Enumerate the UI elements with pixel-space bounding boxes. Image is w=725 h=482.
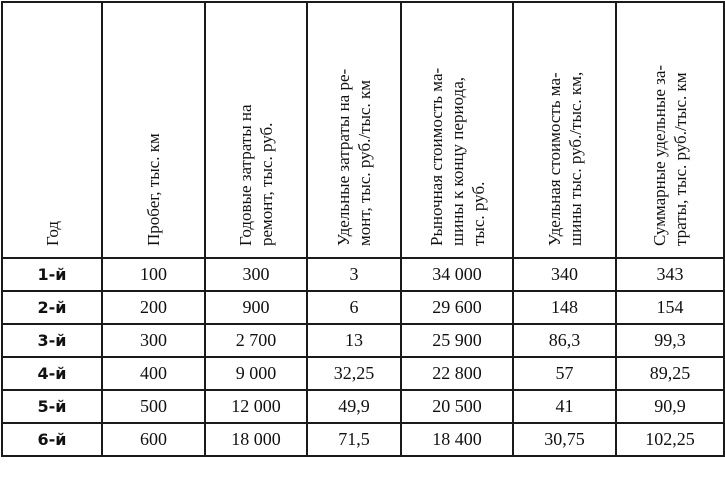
cell-total-specific-cost: 343 <box>616 258 724 291</box>
cell-mileage: 500 <box>102 390 205 423</box>
cell-mileage: 100 <box>102 258 205 291</box>
cell-specific-machine-value: 30,75 <box>513 423 616 456</box>
table-row <box>2 423 724 456</box>
cell-specific-repair-cost: 3 <box>307 258 401 291</box>
cell-year: 4-й <box>2 357 102 390</box>
table-row <box>2 357 724 390</box>
header-line: шины тыс. руб./тыс. км, <box>565 71 585 246</box>
cell-annual-repair-cost: 300 <box>205 258 307 291</box>
cell-market-value: 29 600 <box>401 291 513 324</box>
table-row <box>2 291 724 324</box>
cell-market-value: 25 900 <box>401 324 513 357</box>
cell-market-value: 20 500 <box>401 390 513 423</box>
cell-mileage: 400 <box>102 357 205 390</box>
cell-specific-machine-value: 41 <box>513 390 616 423</box>
cell-year: 6-й <box>2 423 102 456</box>
header-line: траты, тыс. руб./тыс. км <box>671 71 690 246</box>
cell-specific-repair-cost: 49,9 <box>307 390 401 423</box>
cell-annual-repair-cost: 18 000 <box>205 423 307 456</box>
cell-year: 1-й <box>2 258 102 291</box>
header-line: Рыночная стоимость ма- <box>426 67 446 246</box>
cell-annual-repair-cost: 2 700 <box>205 324 307 357</box>
cell-year: 5-й <box>2 390 102 423</box>
cell-market-value: 22 800 <box>401 357 513 390</box>
cell-specific-repair-cost: 6 <box>307 291 401 324</box>
header-line: Пробег, тыс. км <box>144 132 163 246</box>
header-annual-repair-cost <box>205 2 307 258</box>
table-header <box>2 2 724 258</box>
cell-mileage: 200 <box>102 291 205 324</box>
cell-market-value: 18 400 <box>401 423 513 456</box>
header-market-value <box>401 2 513 258</box>
cell-specific-machine-value: 148 <box>513 291 616 324</box>
cell-annual-repair-cost: 12 000 <box>205 390 307 423</box>
header-mileage <box>102 2 205 258</box>
cell-total-specific-cost: 154 <box>616 291 724 324</box>
cell-mileage: 600 <box>102 423 205 456</box>
cell-total-specific-cost: 89,25 <box>616 357 724 390</box>
cell-specific-machine-value: 340 <box>513 258 616 291</box>
header-line: Год <box>42 220 62 246</box>
header-line: Удельная стоимость ма- <box>544 71 564 246</box>
cell-year: 3-й <box>2 324 102 357</box>
header-line: монт, тыс. руб./тыс. км <box>355 79 374 246</box>
cell-total-specific-cost: 90,9 <box>616 390 724 423</box>
cell-specific-repair-cost: 71,5 <box>307 423 401 456</box>
table-row <box>2 258 724 291</box>
table-row <box>2 324 724 357</box>
data-table <box>1 1 725 457</box>
cell-market-value: 34 000 <box>401 258 513 291</box>
header-line: Суммарные удельные за- <box>650 64 669 246</box>
header-line: Годовые затраты на <box>236 103 255 246</box>
header-line: ремонт, тыс. руб. <box>257 122 276 246</box>
header-line: шины к концу периода, <box>447 76 467 246</box>
cell-specific-repair-cost: 32,25 <box>307 357 401 390</box>
table-row <box>2 390 724 423</box>
cell-specific-machine-value: 86,3 <box>513 324 616 357</box>
header-year <box>2 2 102 258</box>
header-row <box>2 2 724 258</box>
table-body <box>2 258 724 456</box>
header-total-specific-cost <box>616 2 724 258</box>
header-line: тыс. руб. <box>468 181 488 246</box>
cell-specific-machine-value: 57 <box>513 357 616 390</box>
cell-mileage: 300 <box>102 324 205 357</box>
cell-specific-repair-cost: 13 <box>307 324 401 357</box>
cell-year: 2-й <box>2 291 102 324</box>
cell-annual-repair-cost: 9 000 <box>205 357 307 390</box>
header-specific-repair-cost <box>307 2 401 258</box>
cell-total-specific-cost: 102,25 <box>616 423 724 456</box>
cell-annual-repair-cost: 900 <box>205 291 307 324</box>
cell-total-specific-cost: 99,3 <box>616 324 724 357</box>
header-specific-machine-value <box>513 2 616 258</box>
header-line: Удельные затраты на ре- <box>334 68 353 246</box>
